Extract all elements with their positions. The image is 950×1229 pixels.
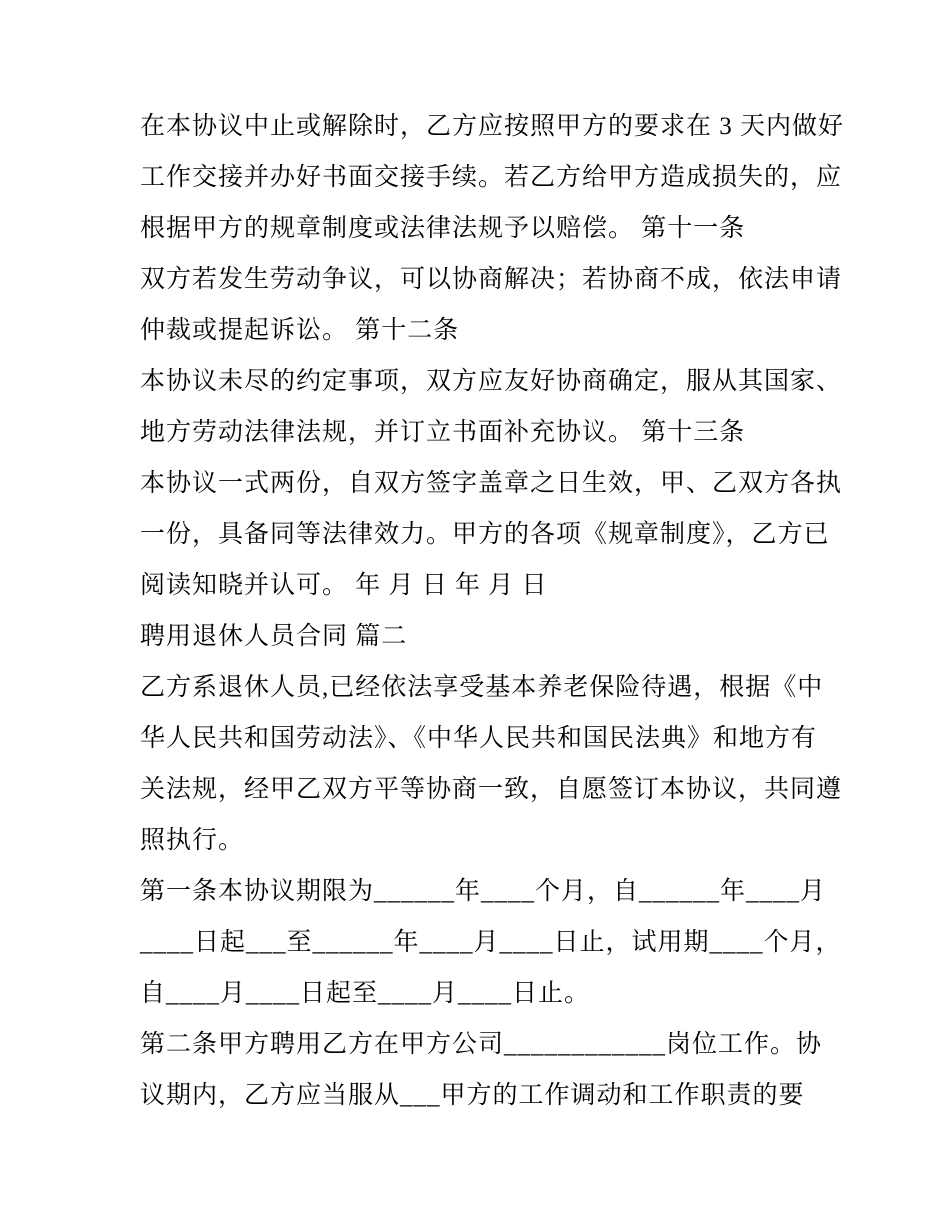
text-line: 工作交接并办好书面交接手续。若乙方给甲方造成损失的，应: [140, 164, 843, 191]
text-line: 华人民共和国劳动法》、《中华人民共和国民法典》和地方有: [140, 725, 818, 752]
text-line-blank-fill: ____日起___至______年____月____日止，试用期____个月，: [140, 929, 842, 956]
text-line: 本协议一式两份，自双方签字盖章之日生效，甲、乙双方各执: [140, 470, 843, 497]
text-line: 乙方系退休人员,已经依法享受基本养老保险待遇，根据《中: [140, 674, 824, 701]
text-line: 照执行。: [140, 827, 245, 854]
section-title-line: 聘用退休人员合同 篇二: [140, 623, 408, 650]
text-line: 地方劳动法律法规，并订立书面补充协议。 第十三条: [140, 419, 746, 446]
text-line: 关法规，经甲乙双方平等协商一致，自愿签订本协议，共同遵: [140, 776, 843, 803]
text-line: 双方若发生劳动争议，可以协商解决；若协商不成，依法申请: [140, 266, 843, 293]
text-line: 议期内，乙方应当服从___甲方的工作调动和工作职责的要: [140, 1082, 805, 1109]
text-line: 一份，具备同等法律效力。甲方的各项《规章制度》，乙方已: [140, 521, 830, 548]
text-line: 本协议未尽的约定事项，双方应友好协商确定，服从其国家、: [140, 368, 843, 395]
text-line: 仲裁或提起诉讼。 第十二条: [140, 317, 460, 344]
text-line-blank-fill: 第二条甲方聘用乙方在甲方公司____________岗位工作。协: [140, 1031, 823, 1058]
text-line-blank-fill: 自____月____日起至____月____日止。: [140, 980, 591, 1007]
text-line-blank-fill: 第一条本协议期限为______年____个月，自______年____月: [140, 878, 827, 905]
text-line: 阅读知晓并认可。 年 月 日 年 月 日: [140, 572, 548, 599]
text-line: 在本协议中止或解除时，乙方应按照甲方的要求在 3 天内做好: [140, 113, 845, 140]
text-line: 根据甲方的规章制度或法律法规予以赔偿。 第十一条: [140, 215, 746, 242]
